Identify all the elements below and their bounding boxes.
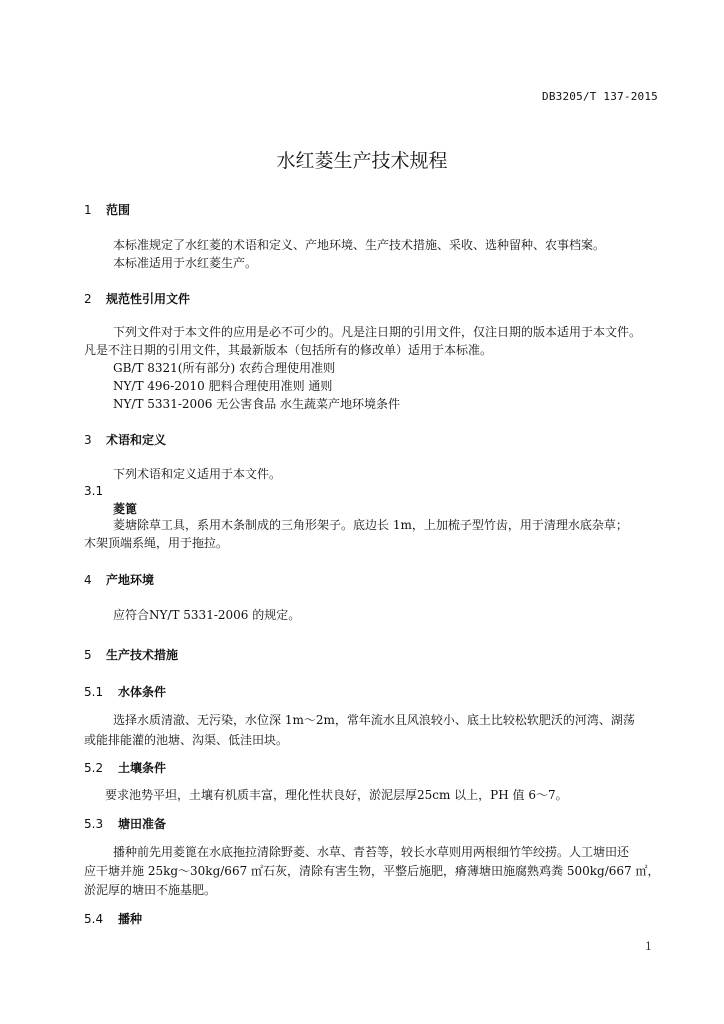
doc-code: DB3205/T 137-2015 — [542, 90, 658, 103]
section-number: 1 — [84, 203, 92, 217]
section-title: 术语和定义 — [106, 433, 167, 447]
subsection-title: 播种 — [118, 912, 143, 926]
term-name: 菱篦 — [113, 502, 138, 516]
subsection-heading — [84, 759, 166, 776]
paragraph-line: 菱塘除草工具，系用木条制成的三角形架子。底边长 1m，上加梳子型竹齿，用于清理水底杂草； — [113, 518, 628, 532]
subsection-title: 土壤条件 — [118, 761, 167, 775]
section-title: 规范性引用文件 — [106, 292, 191, 306]
subsection-number: 5.2 — [84, 761, 104, 775]
paragraph-line: 播种前先用菱篦在水底拖拉清除野菱、水草、青苔等，较长水草则用两根细竹竿绞捞。人工塘田还 — [113, 845, 630, 859]
section-heading — [84, 431, 166, 448]
section-title: 产地环境 — [106, 573, 155, 587]
section-number: 5 — [84, 648, 92, 662]
subsection-number: 5.4 — [84, 912, 104, 926]
reference-item: GB/T 8321(所有部分) 农药合理使用准则 — [113, 361, 335, 375]
paragraph-line: 下列术语和定义适用于本文件。 — [113, 467, 282, 481]
section-number: 4 — [84, 573, 92, 587]
paragraph-line: 选择水质清澈、无污染，水位深 1m～2m，常年流水且风浪较小、底土比较松软肥沃的河湾、湖荡 — [113, 713, 635, 727]
paragraph-line: 淤泥厚的塘田不施基肥。 — [84, 883, 217, 897]
paragraph-line: 下列文件对于本文件的应用是必不可少的。凡是注日期的引用文件，仅注日期的版本适用于本文件。 — [113, 325, 642, 339]
page-number: 1 — [645, 940, 652, 953]
section-heading — [84, 201, 130, 218]
paragraph-line: 凡是不注日期的引用文件，其最新版本（包括所有的修改单）适用于本标准。 — [84, 343, 493, 357]
paragraph-line: 或能排能灌的池塘、沟渠、低洼田块。 — [84, 733, 289, 747]
subsection-heading — [84, 815, 166, 832]
paragraph-line: 应符合NY/T 5331-2006 的规定。 — [113, 608, 301, 622]
section-number: 2 — [84, 292, 92, 306]
paragraph-line: 本标准规定了水红菱的术语和定义、产地环境、生产技术措施、采收、选种留种、农事档案。 — [113, 238, 606, 252]
subsection-number: 5.1 — [84, 685, 104, 699]
paragraph-line: 本标准适用于水红菱生产。 — [113, 256, 258, 270]
section-heading — [84, 646, 178, 663]
paragraph-line: 木架顶端系绳，用于拖拉。 — [84, 536, 229, 550]
paragraph-line: 应干塘并施 25kg～30kg/667 ㎡石灰，清除有害生物，平整后施肥，瘠薄塘田施腐熟鸡粪 500kg/667 ㎡， — [84, 864, 660, 878]
section-number: 3 — [84, 433, 92, 447]
section-heading — [84, 571, 154, 588]
subsection-title: 塘田准备 — [118, 817, 167, 831]
subsection-title: 水体条件 — [118, 685, 167, 699]
reference-item: NY/T 5331-2006 无公害食品 水生蔬菜产地环境条件 — [113, 397, 401, 411]
reference-item: NY/T 496-2010 肥料合理使用准则 通则 — [113, 379, 333, 393]
subsection-heading — [84, 683, 166, 700]
section-title: 生产技术措施 — [106, 648, 179, 662]
subsection-heading — [84, 910, 142, 927]
term-number: 3.1 — [84, 484, 104, 498]
subsection-number: 5.3 — [84, 817, 104, 831]
section-title: 范围 — [106, 203, 131, 217]
section-heading — [84, 290, 190, 307]
document-title: 水红菱生产技术规程 — [276, 150, 448, 172]
paragraph-line: 要求池势平坦，土壤有机质丰富，理化性状良好，淤泥层厚25cm 以上，PH 值 6～7。 — [105, 788, 568, 802]
